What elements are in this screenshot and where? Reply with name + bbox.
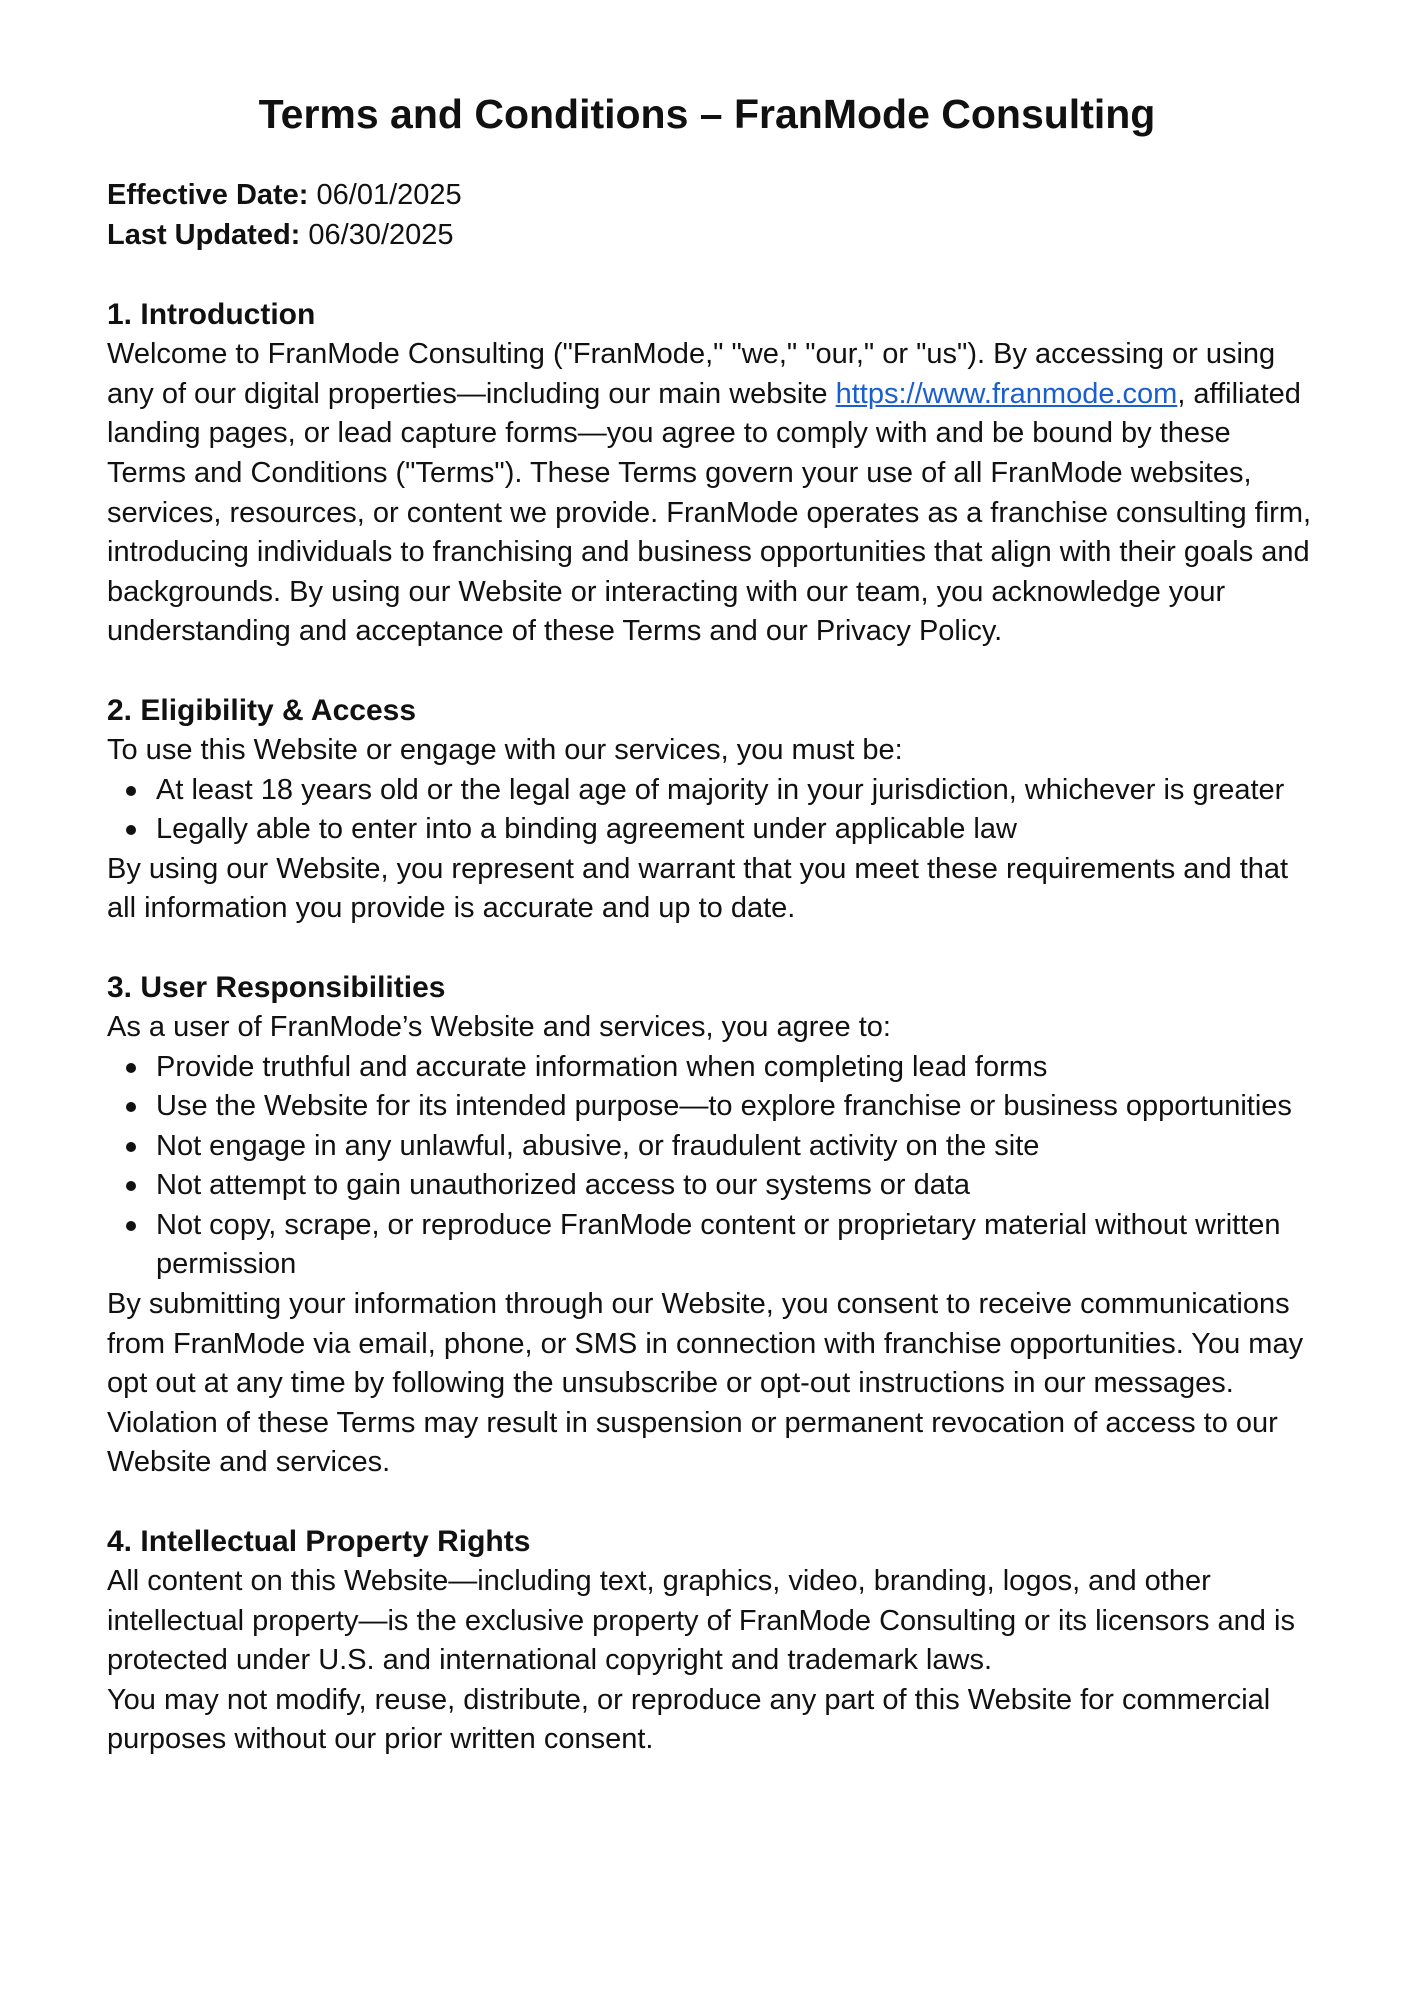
section-paragraph: Violation of these Terms may result in suspension or permanent revocation of access to our Website and services.	[107, 1406, 1278, 1479]
list-item-text: Not attempt to gain unauthorized access to our systems or data	[156, 1169, 971, 1202]
website-link[interactable]: https://www.franmode.com	[835, 377, 1178, 410]
bullet-icon	[126, 1102, 136, 1112]
last-updated-label: Last Updated:	[107, 218, 301, 251]
section-paragraph: You may not modify, reuse, distribute, or reproduce any part of this Website for commercial purposes without our prior written consent.	[107, 1683, 1271, 1756]
section-intro: As a user of FranMode’s Website and services, you agree to:	[107, 1010, 891, 1043]
bullet-icon	[126, 1142, 136, 1152]
section-paragraph: By using our Website, you represent and warrant that you meet these requirements and that all information you provide is accurate and up to date.	[107, 852, 1289, 925]
effective-date-label: Effective Date:	[107, 179, 309, 211]
list-item	[107, 810, 1317, 850]
section-introduction	[107, 295, 1317, 652]
list-item-text: Legally able to enter into a binding agreement under applicable law	[156, 813, 1017, 846]
page-title: Terms and Conditions – FranMode Consulting	[258, 91, 1156, 137]
bullet-icon	[126, 786, 136, 796]
eligibility-list	[107, 771, 1317, 850]
terms-document	[107, 86, 1317, 1760]
last-updated	[107, 216, 1317, 256]
list-item-text: Not engage in any unlawful, abusive, or fraudulent activity on the site	[156, 1129, 1040, 1162]
document-meta	[107, 176, 1317, 255]
section-heading: 3. User Responsibilities	[107, 970, 446, 1004]
section-paragraph: By submitting your information through our Website, you consent to receive communications from FranMode via email, phone, or SMS in connection with franchise opportunities. You may opt out at any time by following the unsubscribe or opt-out instructions in our messages.	[107, 1288, 1304, 1400]
section-eligibility	[107, 691, 1317, 929]
section-intellectual-property	[107, 1522, 1317, 1760]
section-paragraph: All content on this Website—including text, graphics, video, branding, logos, and other intellectual property—is the exclusive property of FranMode Consulting or its licensors and is protected under U.S. and international copyright and trademark laws.	[107, 1565, 1295, 1677]
intro-text-before-link: Welcome to FranMode Consulting ("FranMode," "we," "our," or "us"). By accessing or using any of our digital properties—including our main website	[107, 338, 1276, 410]
section-user-responsibilities	[107, 968, 1317, 1483]
responsibilities-list	[107, 1048, 1317, 1286]
list-item-text: At least 18 years old or the legal age of majority in your jurisdiction, whichever is greater	[156, 773, 1285, 806]
section-heading: 4. Intellectual Property Rights	[107, 1525, 531, 1559]
section-paragraph	[107, 335, 1317, 652]
section-heading: 2. Eligibility & Access	[107, 693, 417, 727]
list-item	[107, 1048, 1317, 1088]
section-intro: To use this Website or engage with our services, you must be:	[107, 733, 903, 766]
last-updated-value: 06/30/2025	[300, 218, 454, 251]
list-item-text: Use the Website for its intended purpose—to explore franchise or business opportunities	[156, 1090, 1292, 1123]
list-item-text: Provide truthful and accurate information when completing lead forms	[156, 1050, 1048, 1083]
section-heading: 1. Introduction	[107, 298, 316, 332]
list-item	[107, 771, 1317, 811]
list-item	[107, 1206, 1317, 1285]
bullet-icon	[126, 1221, 136, 1231]
list-item	[107, 1127, 1317, 1167]
list-item	[107, 1087, 1317, 1127]
list-item	[107, 1166, 1317, 1206]
bullet-icon	[126, 1181, 136, 1191]
effective-date-value: 06/01/2025	[308, 179, 462, 211]
effective-date	[107, 176, 1317, 216]
list-item-text: Not copy, scrape, or reproduce FranMode content or proprietary material without written permission	[156, 1208, 1281, 1281]
bullet-icon	[126, 1063, 136, 1073]
intro-text-after-link: , affiliated landing pages, or lead capture forms—you agree to comply with and be bound by these Terms and Conditions ("Terms"). These Terms govern your use of all FranMode websites, services, resources, or content we provide. FranMode operates as a franchise consulting firm, introducing individuals to franchising and business opportunities that align with their goals and backgrounds. By using our Website or interacting with our team, you acknowledge your understanding and acceptance of these Terms and our Privacy Policy.	[107, 377, 1312, 648]
bullet-icon	[126, 825, 136, 835]
